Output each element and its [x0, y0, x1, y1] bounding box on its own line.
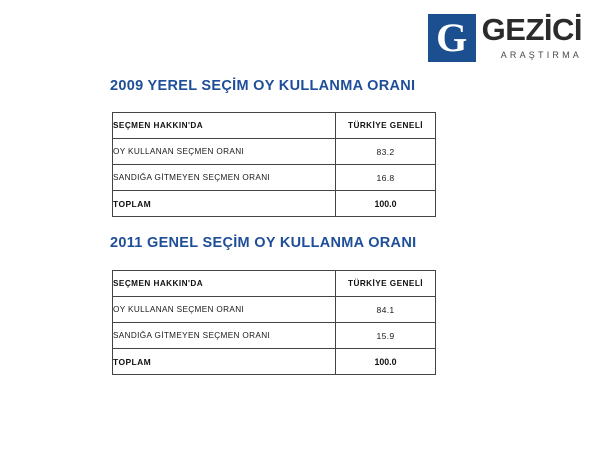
table-header-row [113, 113, 436, 139]
table-2009 [112, 112, 436, 217]
logo-mark-icon: G [428, 14, 476, 62]
logo-name: GEZİCİ [481, 12, 582, 47]
column-header-value: TÜRKİYE GENELİ [336, 271, 436, 297]
section-title-2011: 2011 GENEL SEÇİM OY KULLANMA ORANI [110, 235, 417, 251]
section-title-2009: 2009 YEREL SEÇİM OY KULLANMA ORANI [110, 78, 416, 94]
row-value: 16.8 [336, 165, 436, 191]
row-value: 84.1 [336, 297, 436, 323]
row-value: 15.9 [336, 323, 436, 349]
row-value: 83.2 [336, 139, 436, 165]
logo-tagline: ARAŞTIRMA [500, 50, 582, 60]
column-header-label: SEÇMEN HAKKIN'DA [113, 271, 336, 297]
table-header-row [113, 271, 436, 297]
total-label: TOPLAM [113, 349, 336, 375]
table-row [113, 165, 436, 191]
row-label: SANDIĞA GİTMEYEN SEÇMEN ORANI [113, 323, 336, 349]
table-row [113, 297, 436, 323]
table-row [113, 139, 436, 165]
gezici-logo [428, 14, 582, 62]
row-label: OY KULLANAN SEÇMEN ORANI [113, 297, 336, 323]
total-value: 100.0 [336, 349, 436, 375]
row-label: OY KULLANAN SEÇMEN ORANI [113, 139, 336, 165]
table-total-row [113, 191, 436, 217]
table-2011 [112, 270, 436, 375]
logo-text-group [482, 14, 582, 60]
row-label: SANDIĞA GİTMEYEN SEÇMEN ORANI [113, 165, 336, 191]
column-header-value: TÜRKİYE GENELİ [336, 113, 436, 139]
total-value: 100.0 [336, 191, 436, 217]
total-label: TOPLAM [113, 191, 336, 217]
table-total-row [113, 349, 436, 375]
table-row [113, 323, 436, 349]
column-header-label: SEÇMEN HAKKIN'DA [113, 113, 336, 139]
